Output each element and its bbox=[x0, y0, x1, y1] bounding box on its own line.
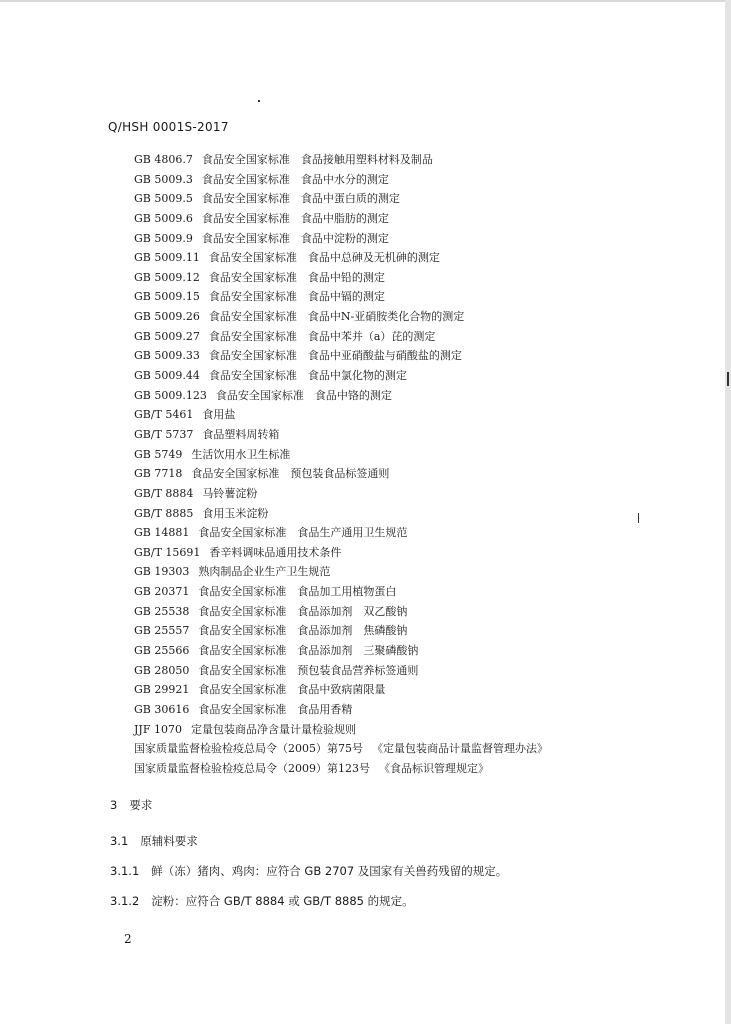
reference-code: GB 7718 bbox=[134, 467, 183, 481]
reference-title: 食品安全国家标准 食品添加剂 三聚磷酸钠 bbox=[198, 644, 419, 658]
reference-code: GB 5009.26 bbox=[134, 310, 200, 324]
reference-code: JJF 1070 bbox=[134, 722, 182, 736]
reference-code: GB 5009.123 bbox=[134, 388, 207, 402]
reference-title: 食品安全国家标准 预包装食品标签通则 bbox=[191, 467, 390, 481]
reference-code: GB 25557 bbox=[134, 624, 190, 638]
section-number: 3.1 bbox=[110, 834, 129, 848]
reference-title: 马铃薯淀粉 bbox=[202, 486, 258, 500]
reference-code: GB 5009.12 bbox=[134, 270, 200, 284]
reference-title: 定量包装商品净含量计量检验规则 bbox=[190, 722, 356, 736]
reference-code: GB 5009.6 bbox=[134, 211, 193, 225]
scan-speck bbox=[727, 372, 729, 386]
reference-item bbox=[134, 700, 694, 720]
reference-code: GB/T 8884 bbox=[134, 486, 194, 500]
reference-title: 食品安全国家标准 食品中致病菌限量 bbox=[198, 683, 386, 697]
reference-item bbox=[134, 661, 694, 681]
reference-code: GB 14881 bbox=[134, 526, 190, 540]
reference-item bbox=[134, 229, 694, 249]
reference-item bbox=[134, 189, 694, 209]
reference-title: 食品安全国家标准 食品加工用植物蛋白 bbox=[198, 585, 397, 599]
reference-code: GB 5009.11 bbox=[134, 251, 200, 265]
reference-item bbox=[134, 641, 694, 661]
reference-code: GB 20371 bbox=[134, 585, 190, 599]
page-number: 2 bbox=[124, 932, 132, 946]
reference-title: 食品安全国家标准 食品中亚硝酸盐与硝酸盐的测定 bbox=[208, 349, 462, 363]
reference-code: GB 5009.5 bbox=[134, 192, 193, 206]
reference-item bbox=[134, 739, 694, 759]
reference-title: 食品安全国家标准 食品中淀粉的测定 bbox=[201, 231, 389, 245]
reference-title: 食品安全国家标准 食品中铬的测定 bbox=[215, 388, 392, 402]
reference-code: GB 5009.3 bbox=[134, 172, 193, 186]
reference-item bbox=[134, 621, 694, 641]
reference-item bbox=[134, 386, 694, 406]
reference-code: GB 5009.27 bbox=[134, 329, 200, 343]
reference-item bbox=[134, 562, 694, 582]
reference-item bbox=[134, 582, 694, 602]
reference-code: GB 5749 bbox=[134, 447, 183, 461]
reference-title: 食品安全国家标准 食品中苯并（a）芘的测定 bbox=[208, 329, 436, 343]
reference-code: GB 5009.33 bbox=[134, 349, 200, 363]
reference-code: GB 4806.7 bbox=[134, 153, 193, 166]
reference-title: 食品安全国家标准 食品中总砷及无机砷的测定 bbox=[208, 251, 440, 265]
reference-title: 食品安全国家标准 食品添加剂 双乙酸钠 bbox=[198, 604, 408, 618]
reference-item bbox=[134, 307, 694, 327]
reference-item bbox=[134, 366, 694, 386]
reference-item bbox=[134, 287, 694, 307]
reference-title: 香辛料调味品通用技术条件 bbox=[209, 545, 342, 559]
reference-code: GB 5009.15 bbox=[134, 290, 200, 304]
reference-item bbox=[134, 248, 694, 268]
reference-code: GB/T 15691 bbox=[134, 545, 201, 559]
reference-code: GB/T 5737 bbox=[134, 427, 194, 441]
reference-code: GB 29921 bbox=[134, 683, 190, 697]
reference-title: 食品安全国家标准 食品中蛋白质的测定 bbox=[201, 192, 400, 206]
clause-number: 3.1.1 bbox=[110, 864, 140, 878]
reference-title: 食品安全国家标准 食品中氯化物的测定 bbox=[208, 369, 407, 383]
reference-item bbox=[134, 268, 694, 288]
scan-edge-right bbox=[725, 0, 731, 1024]
reference-title: 《定量包装商品计量监督管理办法》 bbox=[372, 742, 548, 756]
reference-title: 食品安全国家标准 食品生产通用卫生规范 bbox=[198, 526, 408, 540]
clause-number: 3.1.2 bbox=[110, 894, 140, 908]
reference-item bbox=[134, 170, 694, 190]
scan-speck bbox=[258, 100, 260, 102]
reference-item bbox=[134, 425, 694, 445]
reference-item bbox=[134, 327, 694, 347]
reference-item bbox=[134, 484, 694, 504]
reference-item bbox=[134, 720, 694, 740]
reference-title: 食品安全国家标准 食品添加剂 焦磷酸钠 bbox=[198, 624, 408, 638]
reference-item bbox=[134, 680, 694, 700]
reference-code: GB 28050 bbox=[134, 663, 190, 677]
reference-code: GB/T 8885 bbox=[134, 506, 194, 520]
reference-title: 食品安全国家标准 食品中铅的测定 bbox=[208, 270, 385, 284]
reference-code: GB/T 5461 bbox=[134, 408, 194, 422]
reference-item bbox=[134, 346, 694, 366]
reference-item bbox=[134, 504, 694, 524]
reference-title: 熟肉制品企业生产卫生规范 bbox=[198, 565, 331, 579]
reference-title: 食品安全国家标准 食品中水分的测定 bbox=[201, 172, 389, 186]
reference-code: GB 25566 bbox=[134, 644, 190, 658]
reference-title: 食用盐 bbox=[202, 408, 236, 422]
reference-title: 食品安全国家标准 食品中镉的测定 bbox=[208, 290, 385, 304]
reference-code: GB 25538 bbox=[134, 604, 190, 618]
reference-title: 《食品标识管理规定》 bbox=[379, 761, 489, 775]
reference-code: GB 19303 bbox=[134, 565, 190, 579]
reference-title: 食品塑料周转箱 bbox=[202, 427, 280, 441]
section-3-1-heading bbox=[110, 833, 198, 849]
reference-item bbox=[134, 150, 694, 170]
reference-title: 食品安全国家标准 食品中脂肪的测定 bbox=[201, 211, 389, 225]
section-title: 要求 bbox=[129, 798, 153, 812]
section-3-heading bbox=[110, 797, 152, 813]
section-3-1-2-clause bbox=[110, 893, 414, 909]
reference-title: 食品安全国家标准 食品接触用塑料材料及制品 bbox=[201, 153, 433, 166]
reference-item bbox=[134, 602, 694, 622]
section-3-1-1-clause bbox=[110, 863, 507, 879]
reference-item bbox=[134, 445, 694, 465]
reference-item bbox=[134, 464, 694, 484]
document-header-code: Q/HSH 0001S-2017 bbox=[108, 120, 229, 134]
normative-references-list bbox=[134, 150, 694, 779]
reference-title: 食品安全国家标准 食品中N-亚硝胺类化合物的测定 bbox=[208, 310, 465, 324]
scan-edge-top bbox=[0, 0, 731, 2]
reference-item bbox=[134, 209, 694, 229]
clause-text: 鲜（冻）猪肉、鸡肉：应符合 GB 2707 及国家有关兽药残留的规定。 bbox=[151, 864, 508, 878]
reference-item bbox=[134, 759, 694, 779]
reference-title: 食品安全国家标准 食品用香精 bbox=[198, 702, 353, 716]
clause-text: 淀粉：应符合 GB/T 8884 或 GB/T 8885 的规定。 bbox=[151, 894, 414, 908]
section-number: 3 bbox=[110, 798, 118, 812]
section-title: 原辅料要求 bbox=[140, 834, 198, 848]
reference-code: 国家质量监督检验检疫总局令（2009）第123号 bbox=[134, 761, 370, 775]
reference-code: GB 30616 bbox=[134, 702, 190, 716]
reference-code: 国家质量监督检验检疫总局令（2005）第75号 bbox=[134, 742, 363, 756]
reference-code: GB 5009.44 bbox=[134, 369, 200, 383]
reference-title: 生活饮用水卫生标准 bbox=[191, 447, 291, 461]
reference-item bbox=[134, 405, 694, 425]
reference-item bbox=[134, 543, 694, 563]
reference-title: 食用玉米淀粉 bbox=[202, 506, 269, 520]
reference-title: 食品安全国家标准 预包装食品营养标签通则 bbox=[198, 663, 419, 677]
reference-item bbox=[134, 523, 694, 543]
reference-code: GB 5009.9 bbox=[134, 231, 193, 245]
